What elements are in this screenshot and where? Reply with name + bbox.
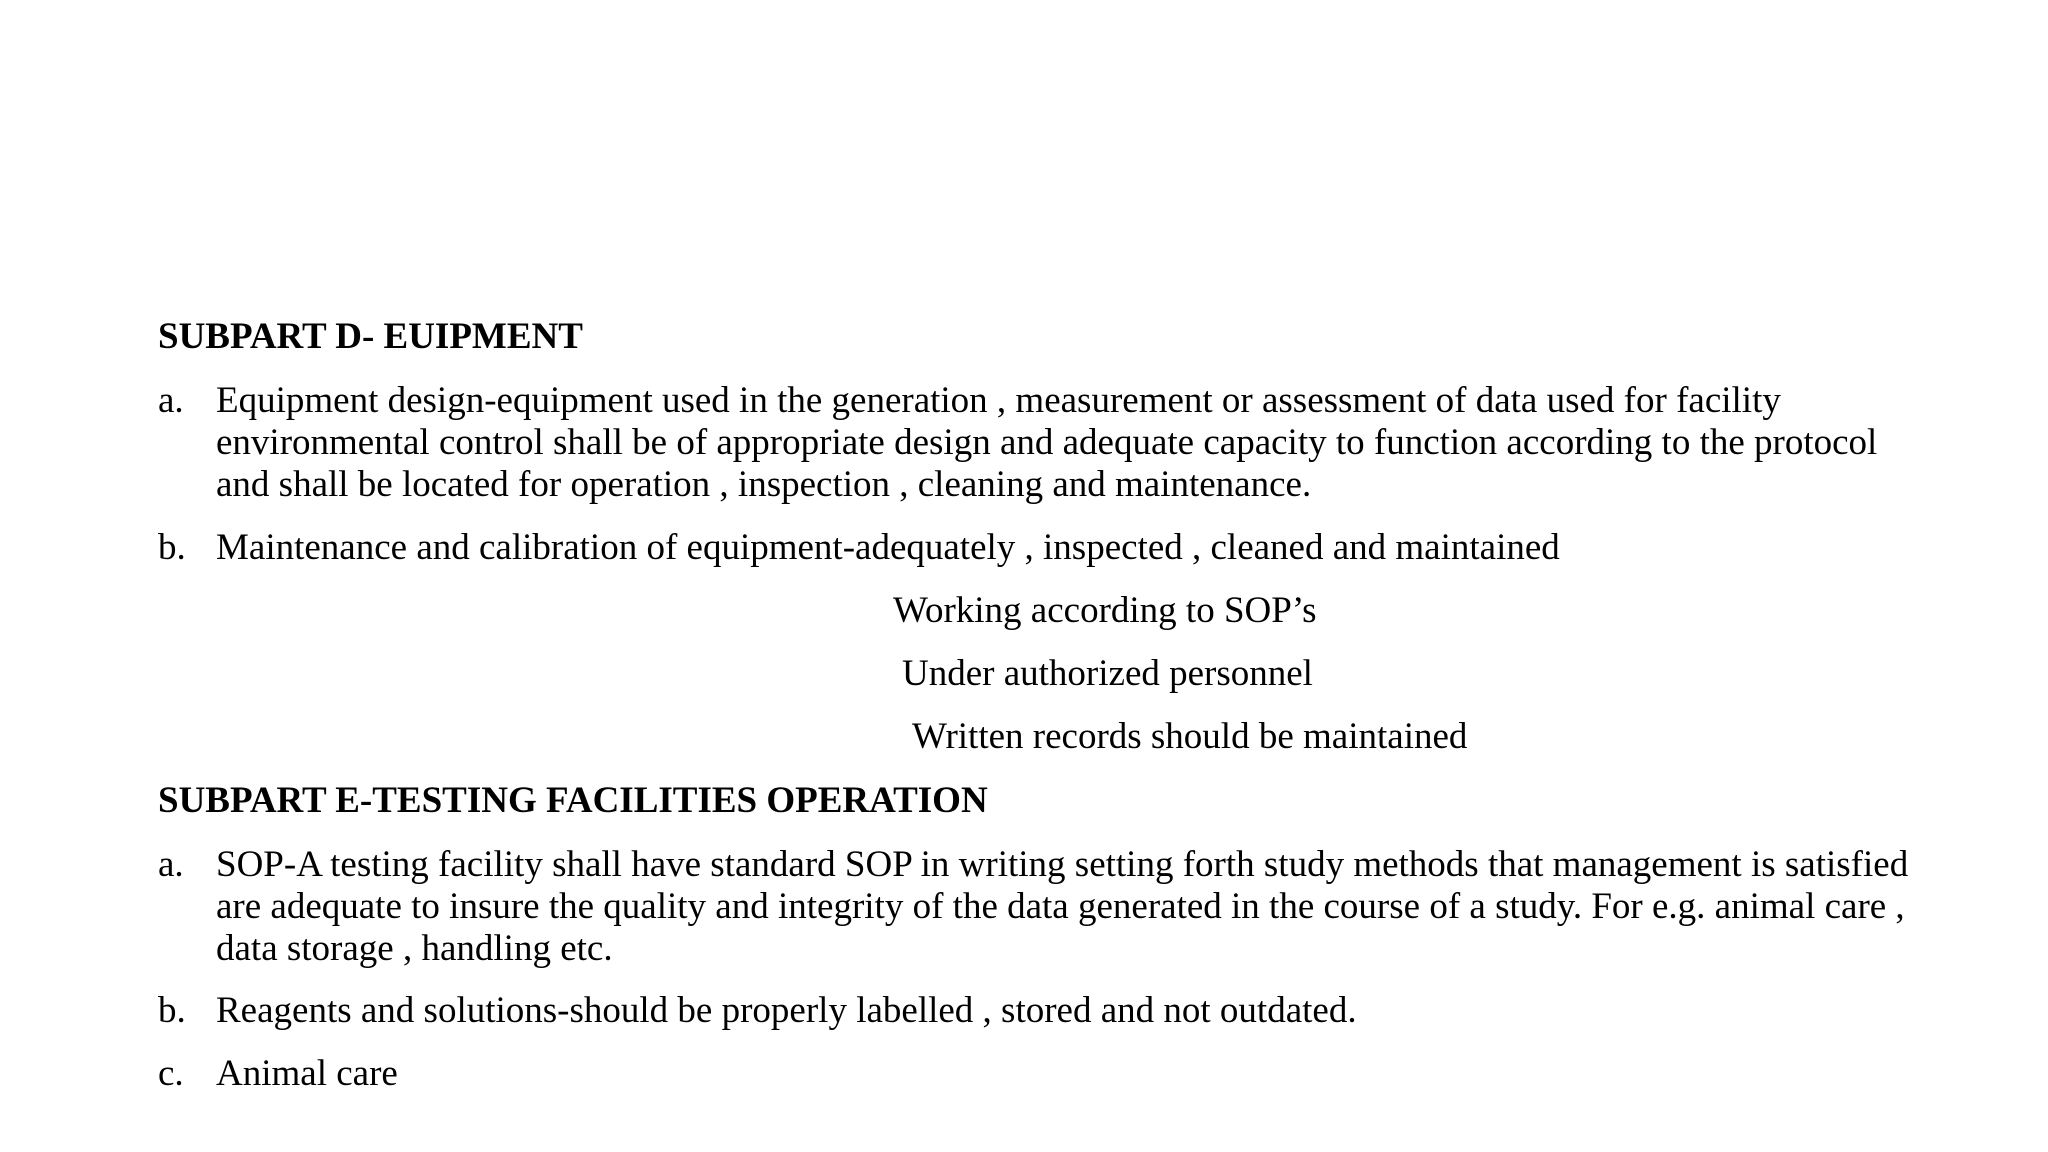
subpart-d-item-a [158, 380, 1918, 506]
list-marker: b. [158, 990, 186, 1031]
list-item-text: Maintenance and calibration of equipment-adequately , inspected , cleaned and maintained [216, 527, 1560, 568]
sub-item-sop: Working according to SOP’s [893, 590, 1317, 631]
list-item-text: SOP-A testing facility shall have standard SOP in writing setting forth study methods that management is satisfied are adequate to insure the quality and integrity of the data generated in the course of a study. For e.g. animal care , data storage , handling etc. [216, 844, 1909, 969]
subpart-e-heading: SUBPART E-TESTING FACILITIES OPERATION [158, 780, 988, 821]
list-item-text: Equipment design-equipment used in the generation , measurement or assessment of data used for facility environmental control shall be of appropriate design and adequate capacity to function according to the protocol and shall be located for operation , inspection , cleaning and maintenance. [216, 380, 1878, 505]
subpart-e-item-c [158, 1053, 1918, 1095]
sub-item-personnel: Under authorized personnel [902, 653, 1313, 694]
list-marker: a. [158, 844, 184, 885]
subpart-e-item-a [158, 844, 1918, 970]
subpart-e-item-b [158, 990, 1918, 1032]
list-item-text: Reagents and solutions-should be properly labelled , stored and not outdated. [216, 990, 1357, 1031]
list-item-text: Animal care [216, 1053, 398, 1094]
list-marker: a. [158, 380, 184, 421]
subpart-d-item-b [158, 527, 1918, 569]
sub-item-records: Written records should be maintained [912, 716, 1468, 757]
list-marker: b. [158, 527, 186, 568]
subpart-d-heading: SUBPART D- EUIPMENT [158, 316, 583, 357]
list-marker: c. [158, 1053, 184, 1094]
